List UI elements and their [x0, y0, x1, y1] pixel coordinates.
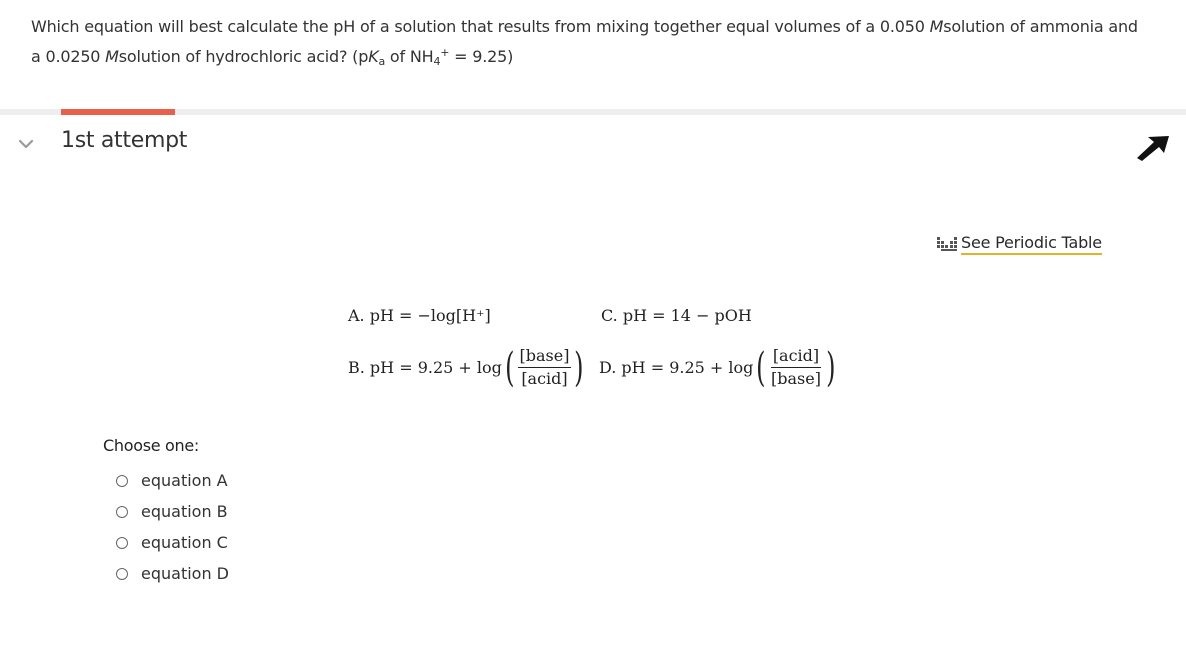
equation-b-numerator: [base]: [518, 346, 572, 368]
radio-button[interactable]: [116, 506, 128, 518]
question-text: Which equation will best calculate the pH of a solution that results from mixing together equal volumes of a 0.050 Msolution of ammonia and a 0.0250 Msolution of hydrochloric acid? ($pK_a$ of $NH_4^+ = 9.25$): [31, 17, 1138, 68]
periodic-table-icon: [937, 237, 957, 251]
equation-c-text: C. pH = 14 − pOH: [601, 306, 752, 325]
choice-equation-a[interactable]: [116, 471, 228, 490]
equation-d-prefix: D. pH = 9.25 + log: [599, 358, 754, 377]
attempt-title[interactable]: 1st attempt: [61, 128, 188, 153]
periodic-table-label: See Periodic Table: [961, 233, 1102, 255]
choice-label: equation B: [141, 502, 228, 521]
equation-d-denominator: [base]: [771, 369, 821, 388]
equation-b: B. pH = 9.25 + log ( $\frac{\text{[base]}}{\text{[acid]}}$ ): [348, 344, 584, 391]
section-divider: [0, 109, 1186, 115]
radio-button[interactable]: [116, 568, 128, 580]
radio-button[interactable]: [116, 537, 128, 549]
choose-one-label: Choose one:: [103, 436, 200, 455]
choice-label: equation A: [141, 471, 228, 490]
chevron-down-icon[interactable]: [16, 136, 36, 152]
radio-button[interactable]: [116, 475, 128, 487]
equation-d-fraction: [769, 346, 823, 389]
attempt-accent-bar: [61, 109, 175, 115]
equation-a: [348, 306, 491, 325]
equation-b-fraction: [518, 346, 572, 389]
choice-label: equation C: [141, 533, 228, 552]
choice-equation-d[interactable]: [116, 564, 229, 583]
equation-d: D. pH = 9.25 + log ( $\frac{\text{[acid]}}{\text{[base]}}$ ): [599, 344, 836, 391]
equation-b-denominator: [acid]: [521, 369, 568, 388]
equation-a-text: A. pH = −log[H⁺]: [348, 306, 491, 325]
equation-d-numerator: [acid]: [771, 346, 821, 368]
periodic-table-link[interactable]: [937, 232, 1102, 256]
choice-equation-b[interactable]: [116, 502, 228, 521]
collapse-arrow-icon[interactable]: [1134, 131, 1172, 161]
equation-b-prefix: B. pH = 9.25 + log: [348, 358, 502, 377]
equation-c: [601, 306, 752, 325]
choice-equation-c[interactable]: [116, 533, 228, 552]
choice-label: equation D: [141, 564, 229, 583]
